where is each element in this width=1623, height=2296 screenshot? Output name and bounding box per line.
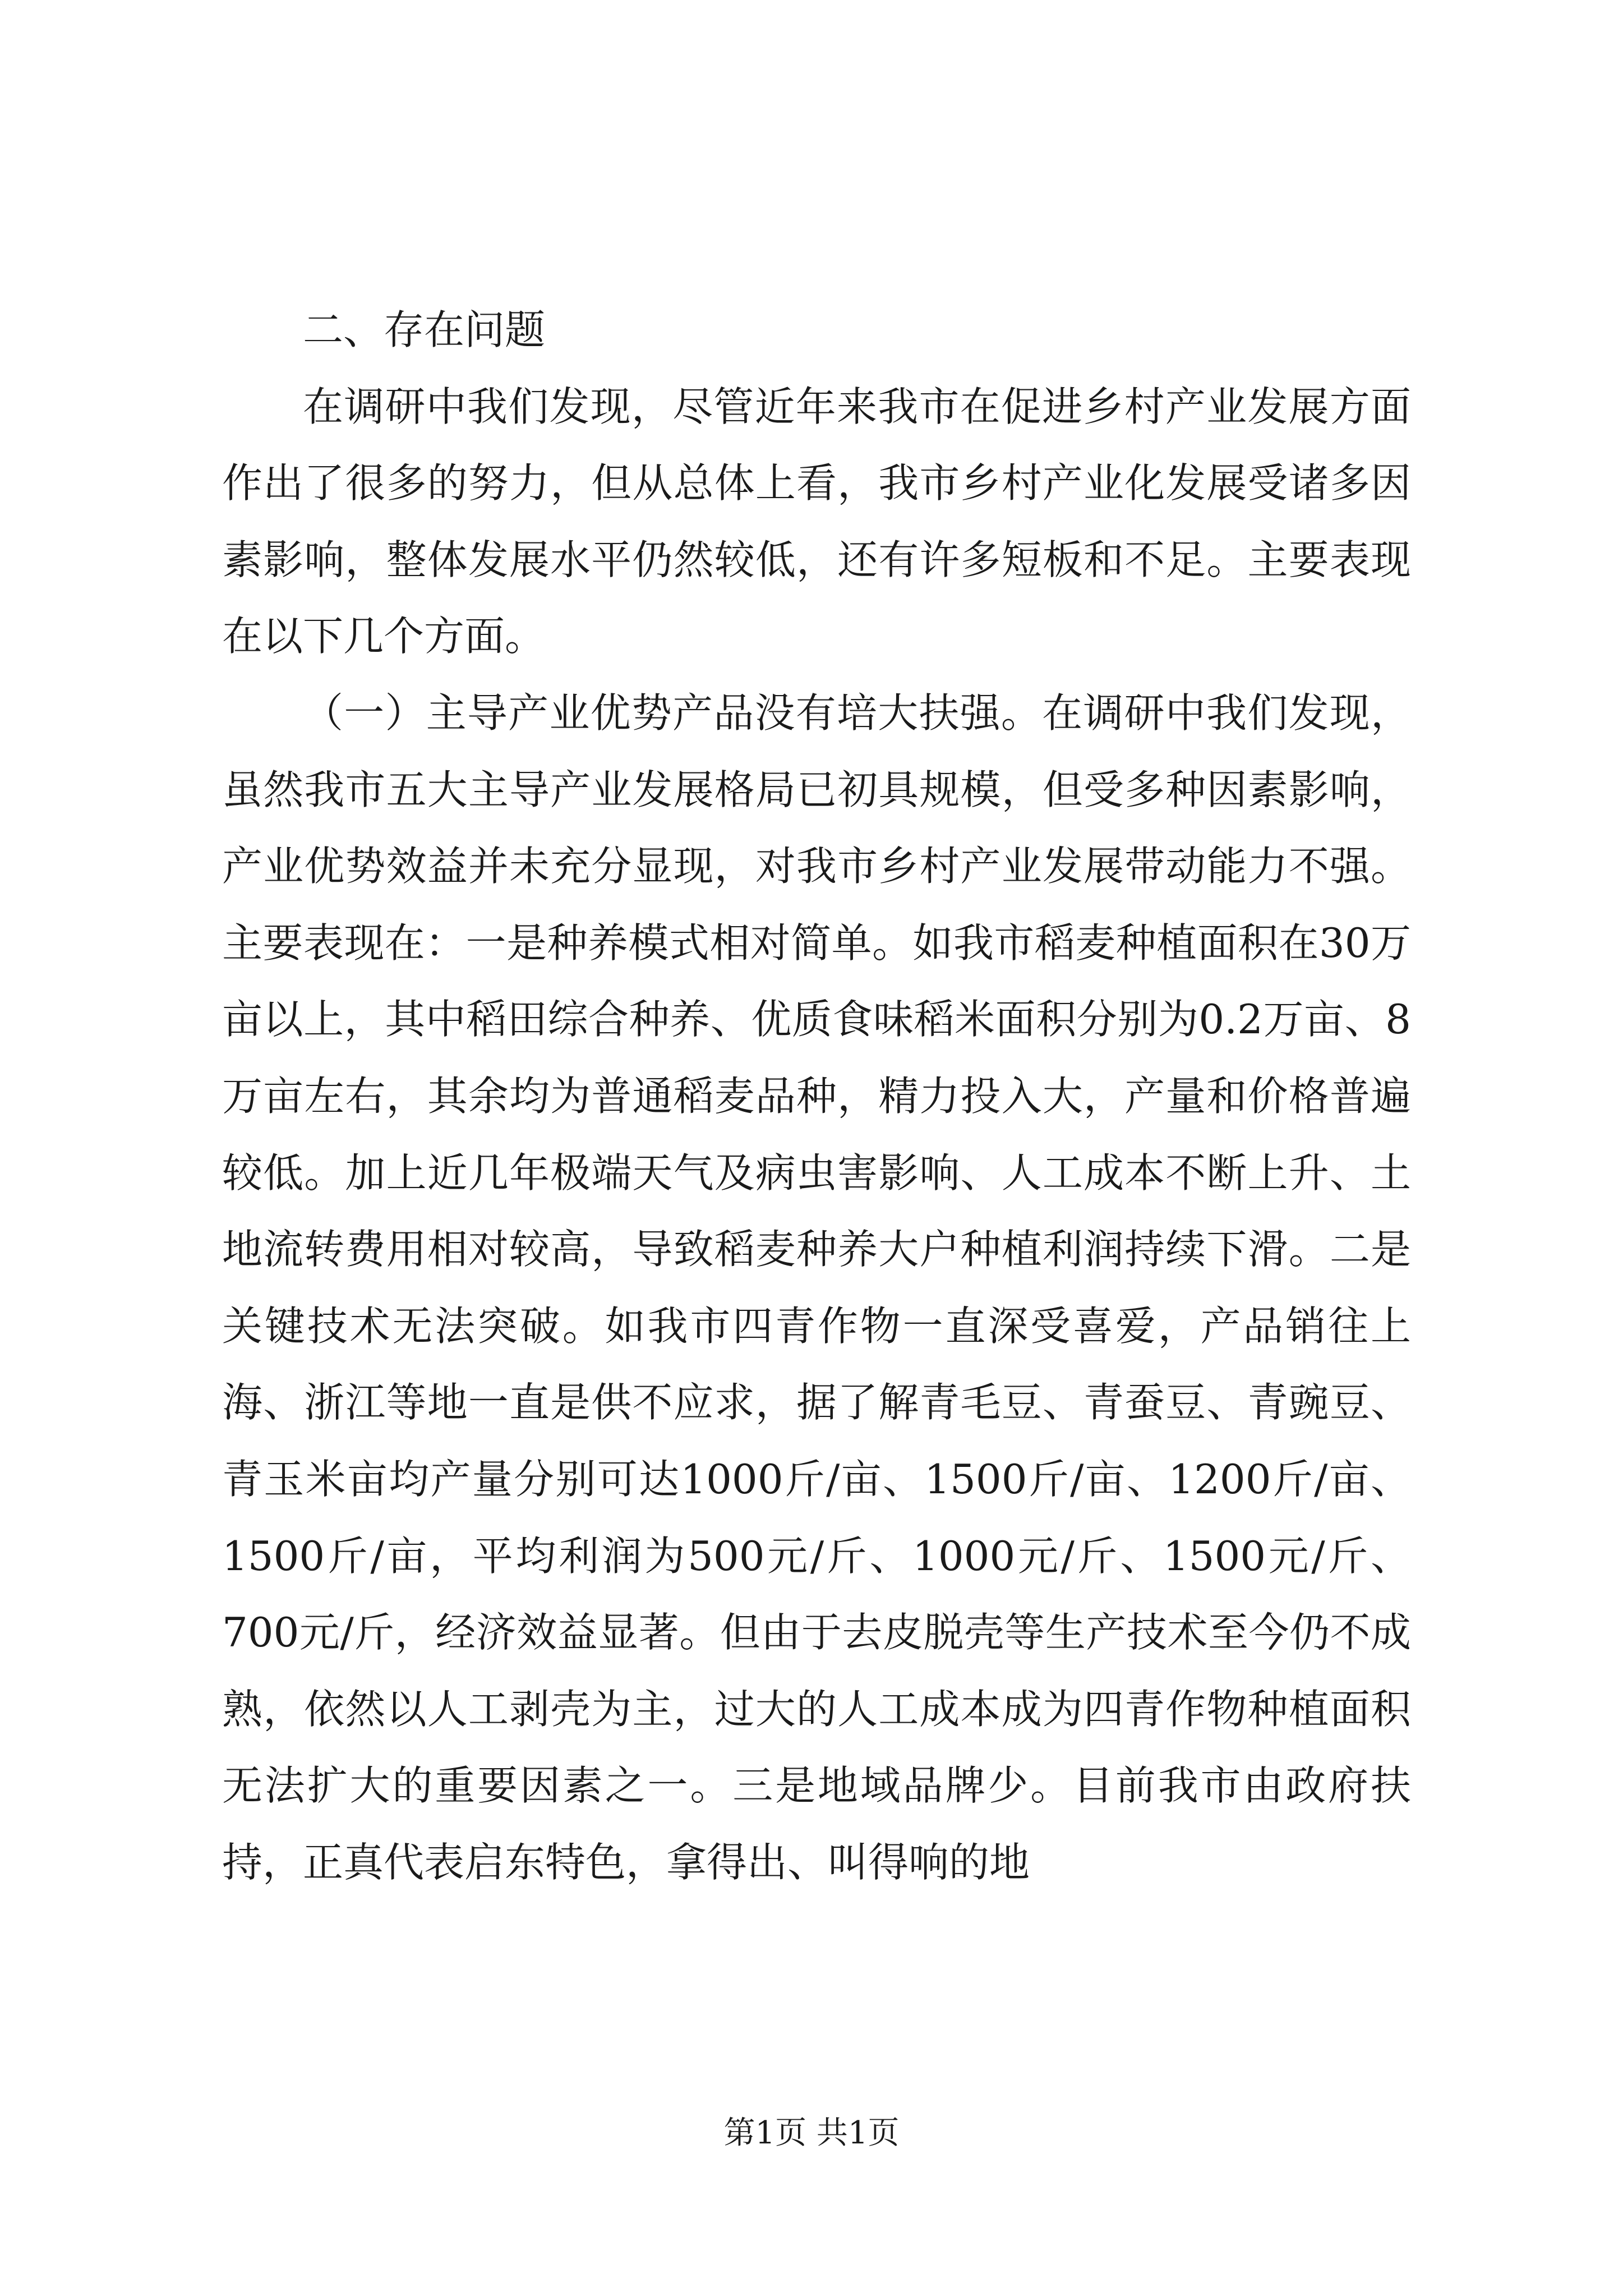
section-heading: 二、存在问题 (303, 306, 546, 353)
paragraph-intro: 在调研中我们发现，尽管近年来我市在促进乡村产业发展方面作出了很多的努力，但从总体上看，我市乡村产业化发展受诸多因素影响，整体发展水平仍然较低，还有许多短板和不足。主要表现在以下几个方面。 (222, 383, 1411, 660)
paragraph-issue-one: （一）主导产业优势产品没有培大扶强。在调研中我们发现，虽然我市五大主导产业发展格局已初具规模，但受多种因素影响，产业优势效益并未充分显现，对我市乡村产业发展带动能力不强。主要表现在：一是种养模式相对简单。如我市稻麦种植面积在30万亩以上，其中稻田综合种养、优质食味稻米面积分别为0.2万亩、8万亩左右，其余均为普通稻麦品种，精力投入大，产量和价格普遍较低。加上近几年极端天气及病虫害影响、人工成本不断上升、土地流转费用相对较高，导致稻麦种养大户种植利润持续下滑。二是关键技术无法突破。如我市四青作物一直深受喜爱，产品销往上海、浙江等地一直是供不应求，据了解青毛豆、青蚕豆、青豌豆、青玉米亩均产量分别可达1000斤/亩、1500斤/亩、1200斤/亩、1500斤/亩，平均利润为500元/斤、1000元/斤、1500元/斤、700元/斤，经济效益显著。但由于去皮脱壳等生产技术至今仍不成熟，依然以人工剥壳为主，过大的人工成本成为四青作物种植面积无法扩大的重要因素之一。三是地域品牌少。目前我市由政府扶持，正真代表启东特色，拿得出、叫得响的地 (222, 689, 1411, 1886)
page-footer: 第1页 共1页 (723, 2115, 900, 2151)
document-body (222, 292, 1411, 1901)
